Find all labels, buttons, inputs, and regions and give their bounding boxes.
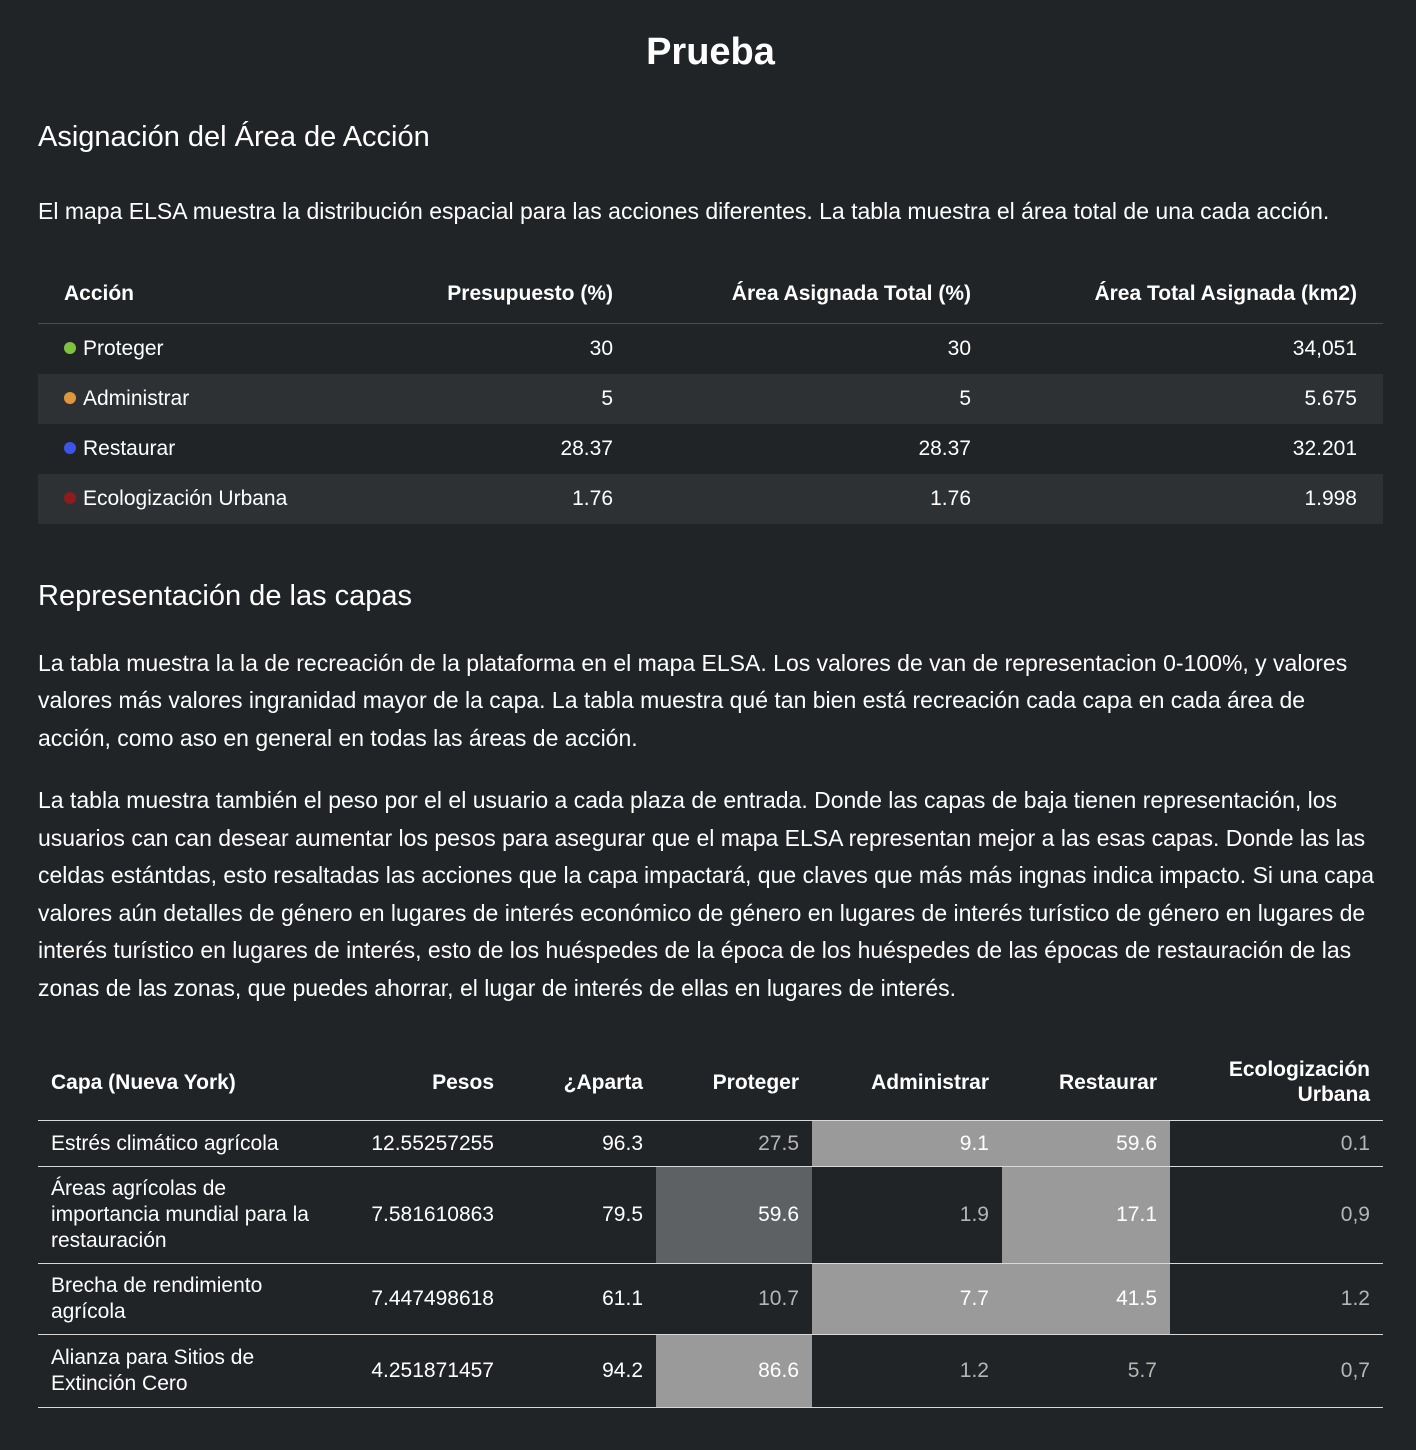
layer-name: Estrés climático agrícola [38,1121,339,1167]
action-name: Proteger [83,336,164,360]
area-km2-cell: 32.201 [1292,436,1357,460]
area-km2-cell: 5.675 [997,374,1383,424]
action-allocation-table [38,266,1383,524]
action-cell [38,474,356,524]
table-row [38,323,1383,374]
table-row [38,424,1383,474]
column-header: Capa (Nueva York) [38,1044,339,1121]
legend-dot-icon [64,442,76,454]
area-km2-cell: 34,051 [1292,336,1357,360]
column-header: Área Asignada Total (%) [639,266,997,324]
layer-name: Brecha de rendimiento agrícola [38,1264,339,1335]
layer-name: Alianza para Sitios de Extinción Cero [38,1335,339,1408]
action-cell [38,424,356,474]
administrar-cell: 1.9 [812,1167,1002,1264]
section-description: La tabla muestra la la de recreación de la plataforma en el mapa ELSA. Los valores de van de representacion 0-100%, y valores valores más valores ingranidad mayor de la capa. La tabla muestra qué tan bien está recreación cada capa en cada área de acción, como aso en general en todas las áreas de acción. [38,649,1348,751]
restaurar-cell: 17.1 [1002,1167,1170,1264]
section-description: El mapa ELSA muestra la distribución espacial para las acciones diferentes. La tabla muestra el área total de una cada acción. [38,198,1330,224]
proteger-cell: 59.6 [656,1167,812,1264]
area-pct-cell: 1.76 [639,474,997,524]
weight-cell: 4.251871457 [339,1335,507,1408]
column-header: Presupuesto (%) [356,266,639,324]
action-name: Administrar [83,386,190,410]
urbana-cell: 0,9 [1170,1167,1383,1264]
aparta-cell: 94.2 [507,1335,656,1408]
restaurar-cell: 5.7 [1002,1335,1170,1408]
urbana-cell: 1.2 [1170,1264,1383,1335]
column-header: Área Total Asignada (km2) [997,266,1383,324]
table-row [38,474,1383,524]
restaurar-cell: 59.6 [1002,1121,1170,1167]
table-header-row [38,266,1383,324]
budget-cell: 1.76 [356,474,639,524]
section-heading-layer-representation: Representación de las capas [38,579,413,612]
action-cell [38,323,356,374]
column-header: Ecologización Urbana [1170,1044,1383,1121]
administrar-cell: 1.2 [812,1335,1002,1408]
budget-cell: 5 [356,374,639,424]
action-name: Ecologización Urbana [83,486,288,510]
budget-cell: 28.37 [560,436,613,460]
administrar-cell: 9.1 [812,1121,1002,1167]
legend-dot-icon [64,392,76,404]
area-pct-cell: 5 [639,374,997,424]
layer-name: Áreas agrícolas de importancia mundial para la restauración [38,1167,339,1264]
column-header: Restaurar [1002,1044,1170,1121]
column-header: Acción [38,266,356,324]
aparta-cell: 79.5 [507,1167,656,1264]
area-km2-cell: 1.998 [997,474,1383,524]
weight-cell: 7.447498618 [339,1264,507,1335]
column-header: Administrar [812,1044,1002,1121]
urbana-cell: 0,7 [1170,1335,1383,1408]
legend-dot-icon [64,342,76,354]
table-row [38,1167,1383,1264]
aparta-cell: 61.1 [507,1264,656,1335]
column-header: ¿Aparta [507,1044,656,1121]
aparta-cell: 96.3 [507,1121,656,1167]
table-row [38,1264,1383,1335]
administrar-cell: 7.7 [812,1264,1002,1335]
section-description: La tabla muestra también el peso por el el usuario a cada plaza de entrada. Donde las capas de baja tienen representación, los usuarios can can desear aumentar los pesos para asegurar que el mapa ELSA representan mejor a las esas capas. Donde las las celdas estántdas, esto resaltadas las acciones que la capa impactará, que claves que más más ingnas indica impacto. Si una capa valores aún detalles de género en lugares de interés económico de género en lugares de interés turístico de género en lugares de interés turístico en lugares de interés, esto de los huéspedes de la época de los huéspedes de las épocas de restauración de las zonas de las zonas, que puedes ahorrar, el lugar de interés de ellas en lugares de interés. [38,787,1375,1001]
restaurar-cell: 41.5 [1002,1264,1170,1335]
area-pct-cell: 30 [947,336,971,360]
proteger-cell: 10.7 [656,1264,812,1335]
table-row [38,1121,1383,1167]
action-cell [38,374,356,424]
action-name: Restaurar [83,436,176,460]
urbana-cell: 0.1 [1170,1121,1383,1167]
table-row [38,1335,1383,1408]
weight-cell: 12.55257255 [339,1121,507,1167]
section-heading-area-allocation: Asignación del Área de Acción [38,121,430,153]
proteger-cell: 27.5 [656,1121,812,1167]
proteger-cell: 86.6 [656,1335,812,1408]
area-pct-cell: 28.37 [918,436,971,460]
column-header: Pesos [339,1044,507,1121]
page-title: Prueba [646,31,775,73]
budget-cell: 30 [589,336,613,360]
layer-representation-table [38,1044,1383,1408]
legend-dot-icon [64,492,76,504]
table-row [38,374,1383,424]
weight-cell: 7.581610863 [339,1167,507,1264]
table-header-row [38,1044,1383,1121]
column-header: Proteger [656,1044,812,1121]
